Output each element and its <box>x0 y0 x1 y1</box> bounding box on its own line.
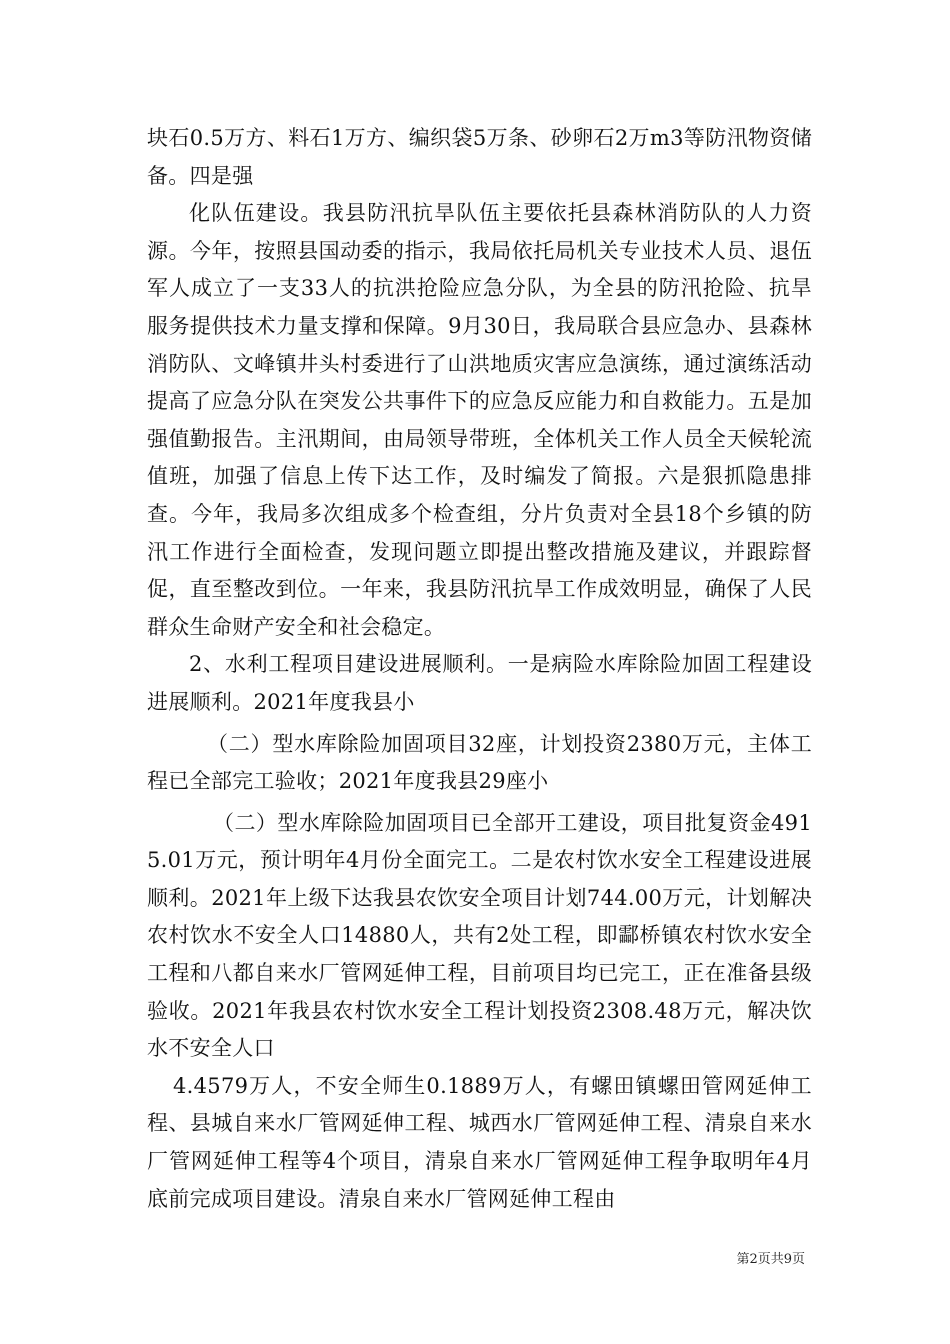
paragraph-3: 2、水利工程项目建设进展顺利。一是病险水库除险加固工程建设进展顺利。2021年度我县小 <box>147 652 812 714</box>
paragraph-2: 化队伍建设。我县防汛抗旱队伍主要依托县森林消防队的人力资源。今年，按照县国动委的指示，我局依托局机关专业技术人员、退伍军人成立了一支33人的抗洪抢险应急分队，为全县的防汛抢险、抗旱服务提供技术力量支撑和保障。9月30日，我局联合县应急办、县森林消防队、文峰镇井头村委进行了山洪地质灾害应急演练，通过演练活动提高了应急分队在突发公共事件下的应急反应能力和自救能力。五是加强值勤报告。主汛期间，由局领导带班，全体机关工作人员全天候轮流值班，加强了信息上传下达工作，及时编发了简报。六是狠抓隐患排查。今年，我局多次组成多个检查组，分片负责对全县18个乡镇的防汛工作进行全面检查，发现问题立即提出整改措施及建议，并跟踪督促，直至整改到位。一年来，我县防汛抗旱工作成效明显，确保了人民群众生命财产安全和社会稳定。 <box>147 201 812 639</box>
paragraph-6: 4.4579万人，不安全师生0.1889万人，有螺田镇螺田管网延伸工程、县城自来水厂管网延伸工程、城西水厂管网延伸工程、清泉自来水厂管网延伸工程等4个项目，清泉自来水厂管网延伸工程争取明年4月底前完成项目建设。清泉自来水厂管网延伸工程由 <box>147 1073 812 1211</box>
paragraph-1: 块石0.5万方、料石1万方、编织袋5万条、砂卵石2万m3等防汛物资储备。四是强 <box>147 126 812 188</box>
page-number-footer: 第2页共9页 <box>736 1252 805 1267</box>
document-body <box>147 120 812 1218</box>
paragraph-5: （二）型水库除险加固项目已全部开工建设，项目批复资金4915.01万元，预计明年4月份全面完工。二是农村饮水安全工程建设进展顺利。2021年上级下达我县农饮安全项目计划744.00万元，计划解决农村饮水不安全人口14880人，共有2处工程，即酃桥镇农村饮水安全工程和八都自来水厂管网延伸工程，目前项目均已完工，正在准备县级验收。2021年我县农村饮水安全工程计划投资2308.48万元，解决饮水不安全人口 <box>147 810 812 1061</box>
paragraph-4: （二）型水库除险加固项目32座，计划投资2380万元，主体工程已全部完工验收；2021年度我县29座小 <box>147 731 812 794</box>
